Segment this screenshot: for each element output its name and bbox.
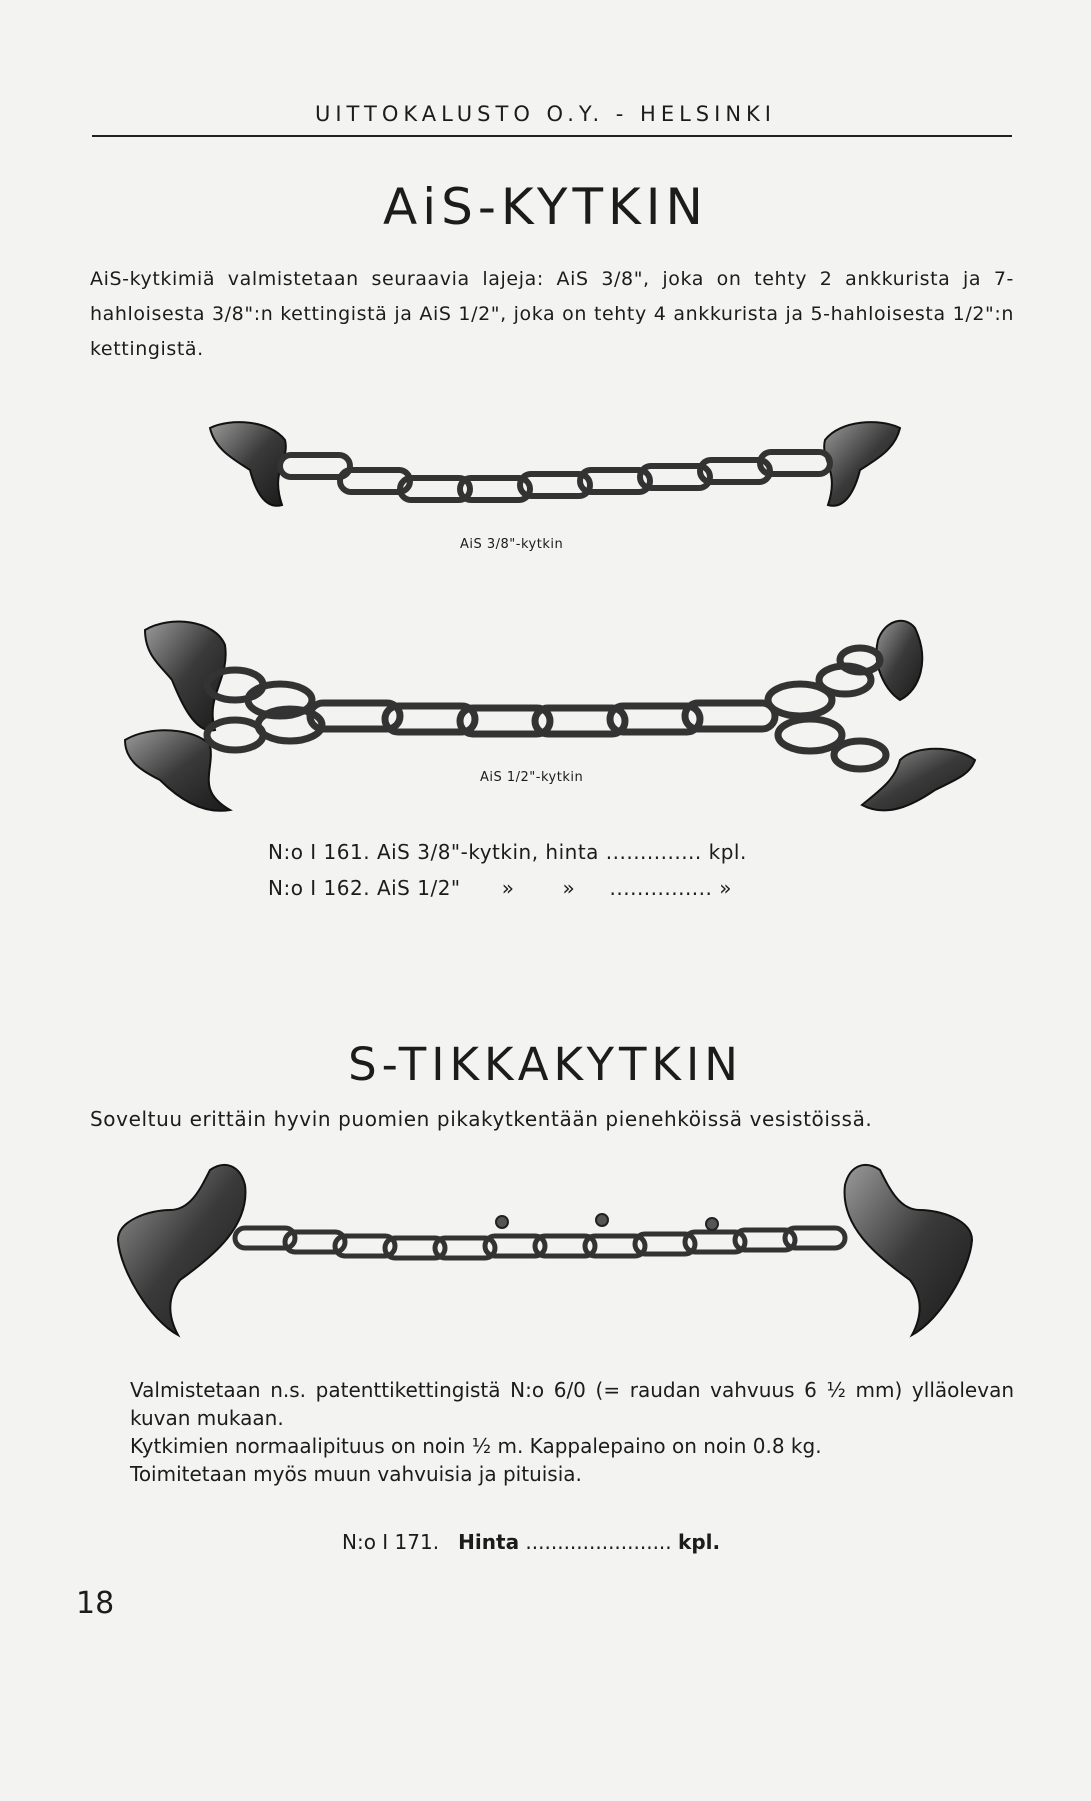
chain-knobs [496,1214,718,1230]
order-line-i162: N:o I 162. AiS 1/2" » » ............... » [268,876,732,900]
order-dots: ....................... [525,1530,672,1554]
chain-links [235,1228,845,1258]
ais-3-8-illustration [210,422,900,506]
order-number: N:o I 171. [342,1530,440,1554]
anchor-right-bottom [862,749,975,811]
chain-links [280,452,830,500]
order-unit: kpl. [678,1530,721,1554]
detail-line-2: Kytkimien normaalipituus on noin ½ m. Kappalepaino on noin 0.8 kg. [130,1434,822,1458]
tikka-right [845,1165,972,1335]
order-price-label: Hinta [458,1530,520,1554]
detail-line-1: Valmistetaan n.s. patenttikettingistä N:o 6/0 (= raudan vahvuus 6 ½ mm) ylläolevan kuvan mukaan. [130,1378,1014,1430]
chain-links [207,648,886,769]
caption-ais-3-8: AiS 3/8"-kytkin [460,537,564,552]
detail-line-3: Toimitetaan myös muun vahvuisia ja pituisia. [130,1462,582,1486]
s-tikkakytkin-illustration [118,1165,972,1335]
caption-ais-1-2: AiS 1/2"-kytkin [480,770,584,785]
ais-description: AiS-kytkimiä valmistetaan seuraavia lajeja: AiS 3/8", joka on tehty 2 ankkurista ja 7-hahloisesta 3/8":n kettingistä ja AiS 1/2", joka on tehty 4 ankkurista ja 5-hahloisesta 1/2":n kettingistä. [90,268,1014,360]
page-number: 18 [76,1586,115,1621]
s-tikka-details [90,1376,1014,1488]
order-line-i171 [342,1530,720,1554]
anchor-left [210,422,286,506]
anchor-right [824,422,900,506]
tikka-left [118,1165,245,1335]
section-title-s-tikkakytkin: S-TIKKAKYTKIN [348,1038,743,1091]
order-line-i161: N:o I 161. AiS 3/8"-kytkin, hinta .............. kpl. [268,840,747,864]
s-tikka-subtitle: Soveltuu erittäin hyvin puomien pikakytkentään pienehköissä vesistöissä. [90,1107,873,1131]
page-header: UITTOKALUSTO O.Y. - HELSINKI [314,102,777,126]
section-title-ais-kytkin: AiS-KYTKIN [383,178,708,236]
